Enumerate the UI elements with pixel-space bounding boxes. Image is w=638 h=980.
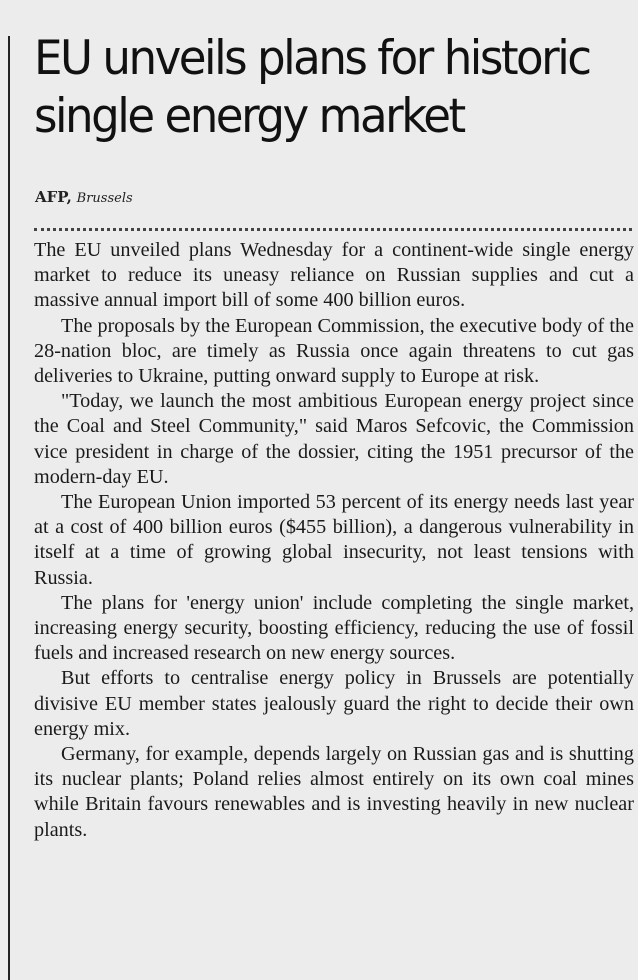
article-body xyxy=(34,238,634,843)
paragraph: Germany, for example, depends largely on Russian gas and is shutting its nuclear plants; Poland relies almost entirely on its own coal mines while Britain favours renewables and is investing heavily in new nuclear plants. xyxy=(34,743,634,841)
byline-agency: AFP, xyxy=(35,188,72,206)
headline-line-1: EU unveils plans for historic xyxy=(34,31,590,86)
headline-line-2: single energy market xyxy=(34,89,464,144)
headline xyxy=(34,30,610,146)
paragraph: The proposals by the European Commission, the executive body of the 28-nation bloc, are timely as Russia once again threatens to cut gas deliveries to Ukraine, putting onward supply to Europe at risk. xyxy=(34,314,634,388)
paragraph: "Today, we launch the most ambitious European energy project since the Coal and Steel Community," said Maros Sefcovic, the Commission vice president in charge of the dossier, citing the 1951 precursor of the modern-day EU. xyxy=(34,390,634,488)
paragraph: The plans for 'energy union' include completing the single market, increasing energy security, boosting efficiency, reducing the use of fossil fuels and increased research on new energy sources. xyxy=(34,591,634,665)
paragraph: But efforts to centralise energy policy in Brussels are potentially divisive EU member states jealously guard the right to decide their own energy mix. xyxy=(34,667,634,740)
paragraph: The European Union imported 53 percent of its energy needs last year at a cost of 400 billion euros ($455 billion), a dangerous vulnerability in itself at a time of growing global insecurity, not least tensions with Russia. xyxy=(34,491,634,589)
column-rule xyxy=(8,36,10,980)
dotted-divider xyxy=(34,228,632,231)
paragraph: The EU unveiled plans Wednesday for a continent-wide single energy market to reduce its uneasy reliance on Russian supplies and cut a massive annual import bill of some 400 billion euros. xyxy=(34,239,634,312)
byline-location: Brussels xyxy=(76,191,133,206)
byline xyxy=(35,188,133,206)
